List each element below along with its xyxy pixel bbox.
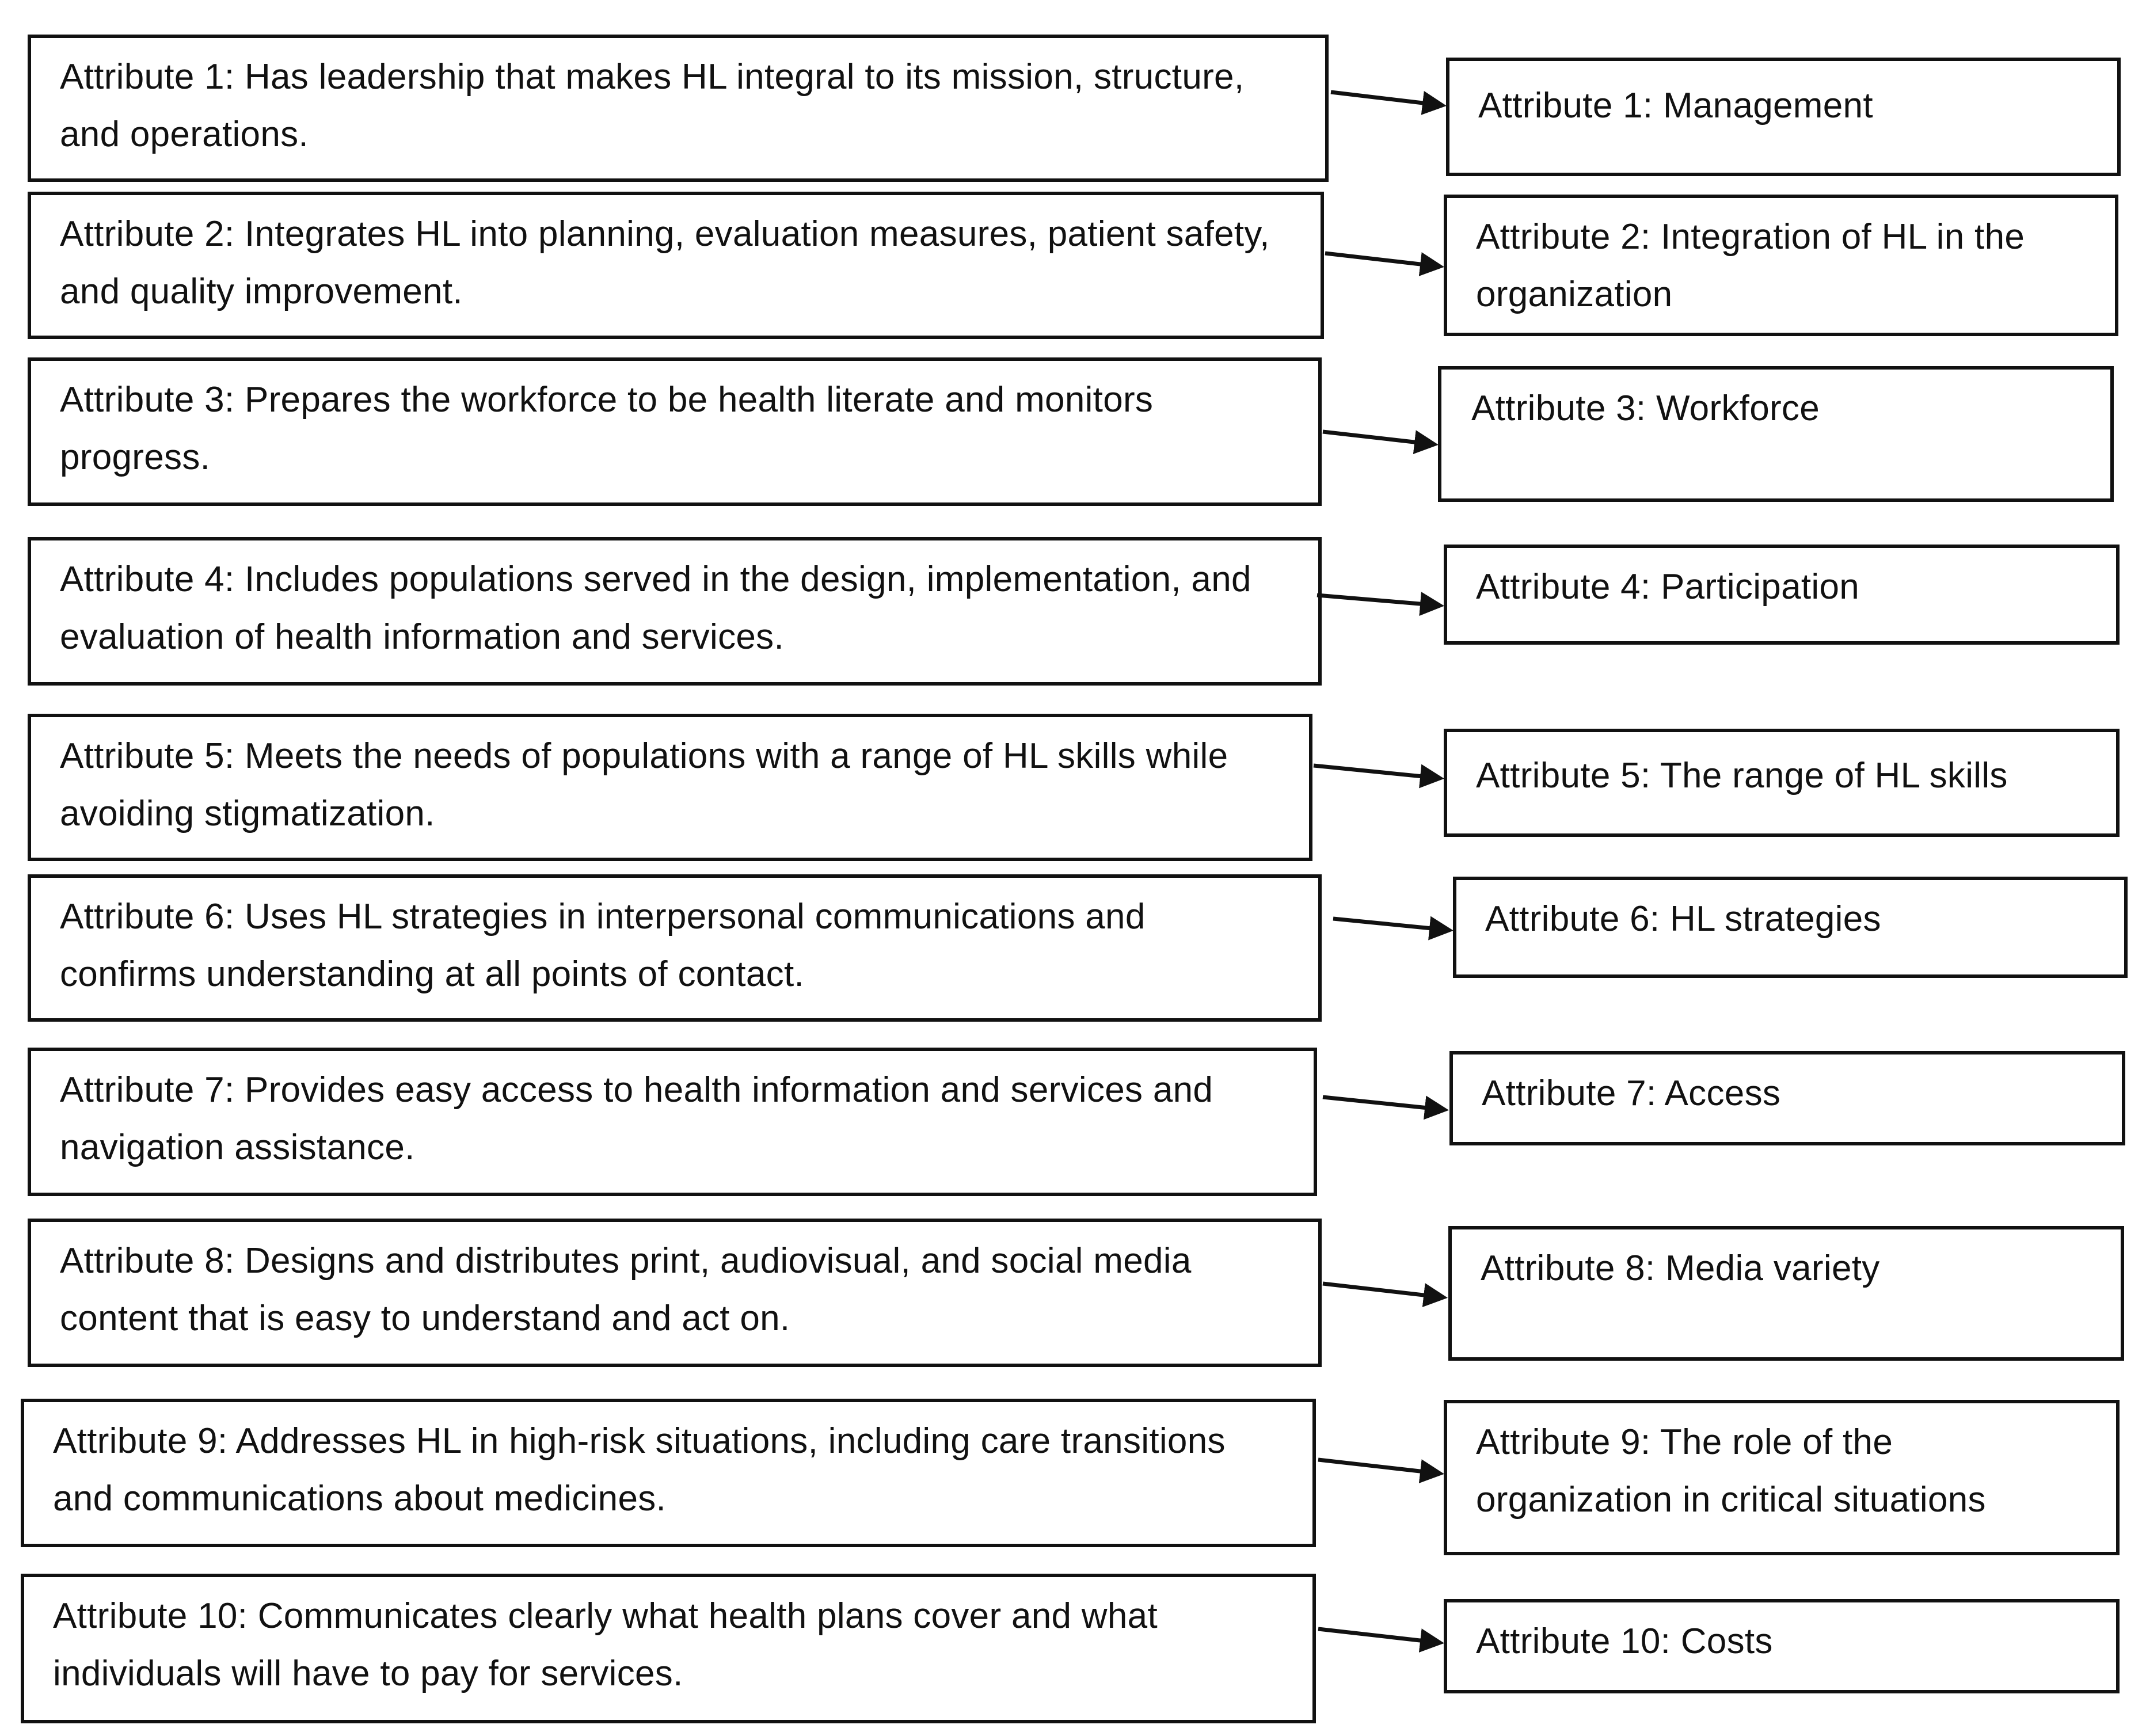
left-box-1 — [28, 35, 1329, 182]
left-box-9 — [21, 1399, 1316, 1547]
left-box-9-text: Attribute 9: Addresses HL in high-risk situations, including care transitions and communications about medicines. — [53, 1421, 1226, 1518]
arrow-1 — [1331, 92, 1443, 105]
left-box-5-text: Attribute 5: Meets the needs of populations with a range of HL skills while avoiding stigmatization. — [60, 736, 1228, 833]
arrow-3 — [1323, 432, 1435, 444]
right-box-10 — [1444, 1599, 2120, 1693]
arrow-8 — [1323, 1284, 1444, 1297]
right-box-1 — [1446, 58, 2121, 176]
arrow-4 — [1317, 595, 1440, 606]
left-box-4-text: Attribute 4: Includes populations served in the design, implementation, and evaluation of health information and services. — [60, 559, 1251, 657]
left-box-10 — [21, 1574, 1316, 1723]
left-box-6-text: Attribute 6: Uses HL strategies in interpersonal communications and confirms understanding at all points of contact. — [60, 897, 1146, 994]
right-box-8 — [1448, 1226, 2124, 1361]
left-box-10-text: Attribute 10: Communicates clearly what health plans cover and what individuals will have to pay for services. — [53, 1596, 1158, 1693]
right-box-9 — [1444, 1400, 2120, 1555]
left-box-4 — [28, 537, 1322, 686]
left-box-2 — [28, 192, 1324, 339]
right-box-5 — [1444, 729, 2120, 837]
right-box-10-text: Attribute 10: Costs — [1476, 1621, 1773, 1661]
left-box-7-text: Attribute 7: Provides easy access to health information and services and navigation assistance. — [60, 1070, 1213, 1167]
left-box-6 — [28, 874, 1322, 1022]
right-box-7 — [1449, 1051, 2125, 1145]
arrow-7 — [1323, 1097, 1445, 1110]
left-box-1-text: Attribute 1: Has leadership that makes HL integral to its mission, structure, and operations. — [60, 57, 1245, 154]
arrow-5 — [1314, 766, 1440, 778]
arrow-9 — [1318, 1460, 1440, 1474]
right-box-4-text: Attribute 4: Participation — [1476, 567, 1860, 607]
arrow-10 — [1318, 1629, 1440, 1643]
right-box-4 — [1444, 545, 2120, 645]
left-box-8 — [28, 1219, 1322, 1367]
right-box-2 — [1444, 195, 2118, 336]
arrow-2 — [1325, 253, 1440, 267]
left-box-5 — [28, 714, 1312, 861]
left-box-2-text: Attribute 2: Integrates HL into planning, evaluation measures, patient safety, and quality improvement. — [60, 214, 1270, 311]
left-box-3-text: Attribute 3: Prepares the workforce to be health literate and monitors progress. — [60, 380, 1154, 477]
right-box-3 — [1438, 366, 2114, 502]
right-box-2-text: Attribute 2: Integration of HL in the organization — [1476, 217, 2025, 314]
right-box-3-text: Attribute 3: Workforce — [1471, 389, 1820, 428]
arrow-6 — [1333, 919, 1449, 930]
right-box-6-text: Attribute 6: HL strategies — [1485, 899, 1881, 939]
right-box-9-text: Attribute 9: The role of the organization in critical situations — [1476, 1422, 1986, 1520]
left-box-3 — [28, 357, 1322, 506]
right-box-8-text: Attribute 8: Media variety — [1481, 1248, 1880, 1288]
right-box-1-text: Attribute 1: Management — [1478, 86, 1873, 125]
right-box-6 — [1453, 877, 2128, 978]
right-box-5-text: Attribute 5: The range of HL skills — [1476, 756, 2008, 795]
left-box-8-text: Attribute 8: Designs and distributes print, audiovisual, and social media content that is easy to understand and act on. — [60, 1241, 1192, 1338]
right-box-7-text: Attribute 7: Access — [1482, 1073, 1781, 1113]
left-box-7 — [28, 1048, 1317, 1196]
